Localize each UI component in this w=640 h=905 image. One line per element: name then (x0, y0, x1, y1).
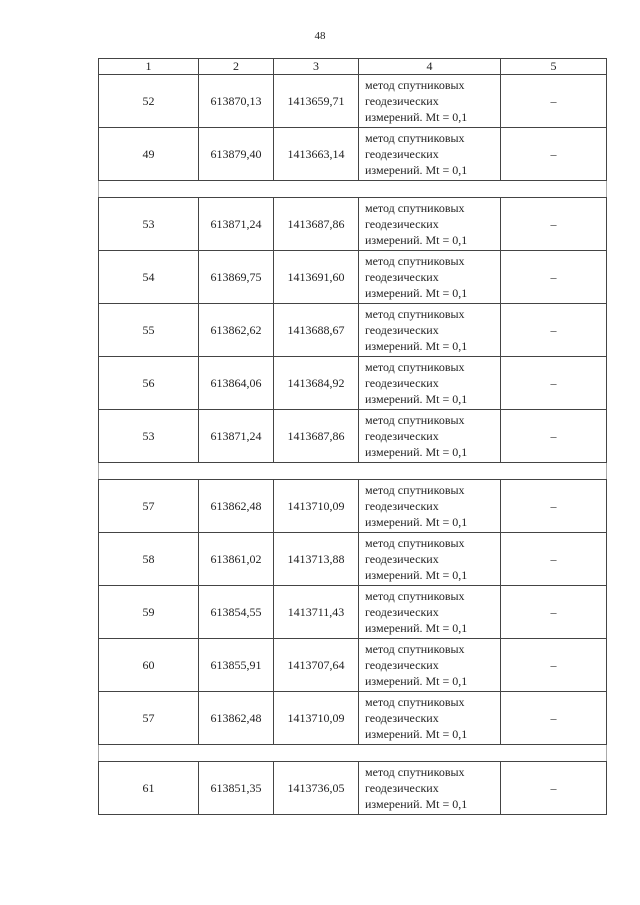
note-cell: – (501, 75, 607, 128)
x-coordinate-cell: 613870,13 (199, 75, 274, 128)
x-coordinate-cell: 613862,48 (199, 480, 274, 533)
point-number-cell: 55 (99, 304, 199, 357)
note-cell: – (501, 304, 607, 357)
point-number-cell: 57 (99, 480, 199, 533)
method-cell: метод спутниковых геодезических измерений. Mt = 0,1 (359, 762, 501, 815)
y-coordinate-cell: 1413663,14 (274, 128, 359, 181)
column-header: 5 (501, 59, 607, 75)
method-cell: метод спутниковых геодезических измерений. Mt = 0,1 (359, 639, 501, 692)
x-coordinate-cell: 613862,48 (199, 692, 274, 745)
x-coordinate-cell: 613861,02 (199, 533, 274, 586)
table-row (99, 639, 607, 692)
separator-cell (99, 181, 607, 198)
method-cell: метод спутниковых геодезических измерений. Mt = 0,1 (359, 198, 501, 251)
method-cell: метод спутниковых геодезических измерений. Mt = 0,1 (359, 357, 501, 410)
y-coordinate-cell: 1413707,64 (274, 639, 359, 692)
x-coordinate-cell: 613871,24 (199, 410, 274, 463)
point-number-cell: 59 (99, 586, 199, 639)
y-coordinate-cell: 1413659,71 (274, 75, 359, 128)
note-cell: – (501, 357, 607, 410)
note-cell: – (501, 762, 607, 815)
point-number-cell: 53 (99, 198, 199, 251)
y-coordinate-cell: 1413711,43 (274, 586, 359, 639)
column-header: 2 (199, 59, 274, 75)
note-cell: – (501, 198, 607, 251)
method-cell: метод спутниковых геодезических измерений. Mt = 0,1 (359, 251, 501, 304)
x-coordinate-cell: 613855,91 (199, 639, 274, 692)
y-coordinate-cell: 1413687,86 (274, 198, 359, 251)
method-cell: метод спутниковых геодезических измерений. Mt = 0,1 (359, 128, 501, 181)
x-coordinate-cell: 613854,55 (199, 586, 274, 639)
x-coordinate-cell: 613869,75 (199, 251, 274, 304)
coordinates-table-body (99, 59, 607, 815)
point-number-cell: 54 (99, 251, 199, 304)
note-cell: – (501, 692, 607, 745)
point-number-cell: 52 (99, 75, 199, 128)
y-coordinate-cell: 1413736,05 (274, 762, 359, 815)
separator-row (99, 463, 607, 480)
note-cell: – (501, 586, 607, 639)
note-cell: – (501, 251, 607, 304)
x-coordinate-cell: 613879,40 (199, 128, 274, 181)
x-coordinate-cell: 613864,06 (199, 357, 274, 410)
note-cell: – (501, 639, 607, 692)
table-row (99, 410, 607, 463)
note-cell: – (501, 480, 607, 533)
coordinates-table (98, 58, 607, 815)
separator-row (99, 181, 607, 198)
x-coordinate-cell: 613862,62 (199, 304, 274, 357)
method-cell: метод спутниковых геодезических измерений. Mt = 0,1 (359, 533, 501, 586)
point-number-cell: 56 (99, 357, 199, 410)
table-row (99, 586, 607, 639)
table-row (99, 533, 607, 586)
note-cell: – (501, 128, 607, 181)
column-header: 1 (99, 59, 199, 75)
y-coordinate-cell: 1413710,09 (274, 692, 359, 745)
table-row (99, 692, 607, 745)
point-number-cell: 49 (99, 128, 199, 181)
y-coordinate-cell: 1413688,67 (274, 304, 359, 357)
note-cell: – (501, 410, 607, 463)
method-cell: метод спутниковых геодезических измерений. Mt = 0,1 (359, 480, 501, 533)
method-cell: метод спутниковых геодезических измерений. Mt = 0,1 (359, 75, 501, 128)
method-cell: метод спутниковых геодезических измерений. Mt = 0,1 (359, 304, 501, 357)
table-row (99, 480, 607, 533)
table-row (99, 304, 607, 357)
table-row (99, 128, 607, 181)
table-header-row (99, 59, 607, 75)
y-coordinate-cell: 1413713,88 (274, 533, 359, 586)
table-row (99, 198, 607, 251)
table-row (99, 251, 607, 304)
y-coordinate-cell: 1413710,09 (274, 480, 359, 533)
column-header: 4 (359, 59, 501, 75)
y-coordinate-cell: 1413684,92 (274, 357, 359, 410)
page-number: 48 (314, 30, 326, 42)
note-cell: – (501, 533, 607, 586)
y-coordinate-cell: 1413691,60 (274, 251, 359, 304)
table-row (99, 762, 607, 815)
y-coordinate-cell: 1413687,86 (274, 410, 359, 463)
separator-cell (99, 463, 607, 480)
x-coordinate-cell: 613871,24 (199, 198, 274, 251)
table-row (99, 75, 607, 128)
point-number-cell: 57 (99, 692, 199, 745)
point-number-cell: 60 (99, 639, 199, 692)
x-coordinate-cell: 613851,35 (199, 762, 274, 815)
point-number-cell: 53 (99, 410, 199, 463)
separator-row (99, 745, 607, 762)
method-cell: метод спутниковых геодезических измерений. Mt = 0,1 (359, 586, 501, 639)
separator-cell (99, 745, 607, 762)
method-cell: метод спутниковых геодезических измерений. Mt = 0,1 (359, 410, 501, 463)
point-number-cell: 61 (99, 762, 199, 815)
column-header: 3 (274, 59, 359, 75)
point-number-cell: 58 (99, 533, 199, 586)
method-cell: метод спутниковых геодезических измерений. Mt = 0,1 (359, 692, 501, 745)
table-row (99, 357, 607, 410)
